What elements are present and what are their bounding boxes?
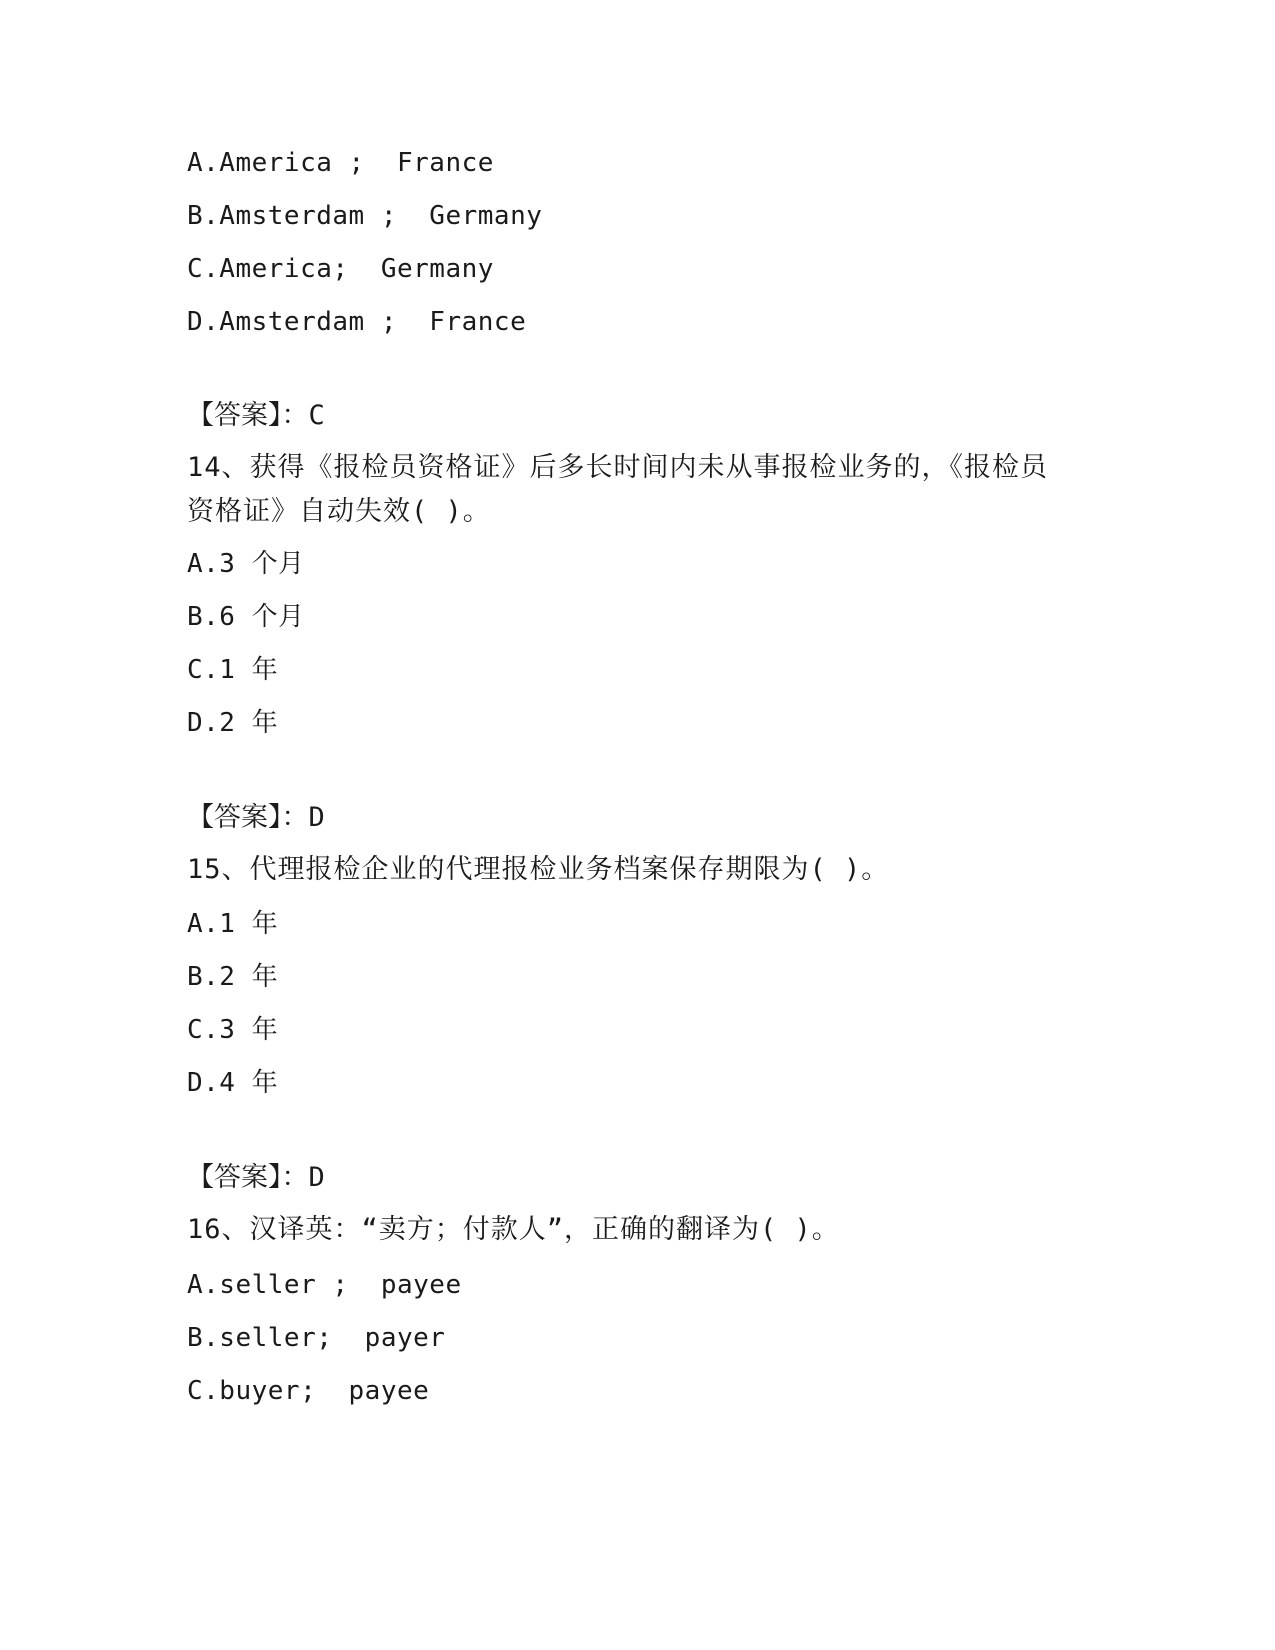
q13-option-b: B.Amsterdam ; Germany — [187, 201, 543, 231]
q14-option-b: B.6 个月 — [187, 602, 305, 632]
q16-option-b: B.seller; payer — [187, 1323, 446, 1353]
q15-answer: 【答案】：D — [187, 1162, 325, 1193]
q16-option-a: A.seller ; payee — [187, 1270, 462, 1300]
q14-answer: 【答案】：D — [187, 802, 325, 833]
q15-option-c: C.3 年 — [187, 1015, 279, 1045]
q14-option-c: C.1 年 — [187, 655, 279, 685]
q14-option-d: D.2 年 — [187, 708, 279, 738]
q13-option-c: C.America; Germany — [187, 254, 494, 284]
q15-option-a: A.1 年 — [187, 909, 279, 939]
q13-option-d: D.Amsterdam ; France — [187, 307, 527, 337]
q13-option-a: A.America ; France — [187, 148, 494, 178]
q15-stem: 15、代理报检企业的代理报检业务档案保存期限为( )。 — [187, 854, 890, 885]
q16-stem: 16、汉译英：“卖方；付款人”，正确的翻译为( )。 — [187, 1214, 840, 1245]
q15-option-b: B.2 年 — [187, 962, 279, 992]
q14-stem: 14、获得《报检员资格证》后多长时间内未从事报检业务的，《报检员资格证》自动失效( )。 — [187, 452, 1049, 527]
q13-answer: 【答案】：C — [187, 400, 325, 431]
q15-option-d: D.4 年 — [187, 1068, 279, 1098]
q16-option-c: C.buyer; payee — [187, 1376, 430, 1406]
q14-option-a: A.3 个月 — [187, 549, 305, 579]
